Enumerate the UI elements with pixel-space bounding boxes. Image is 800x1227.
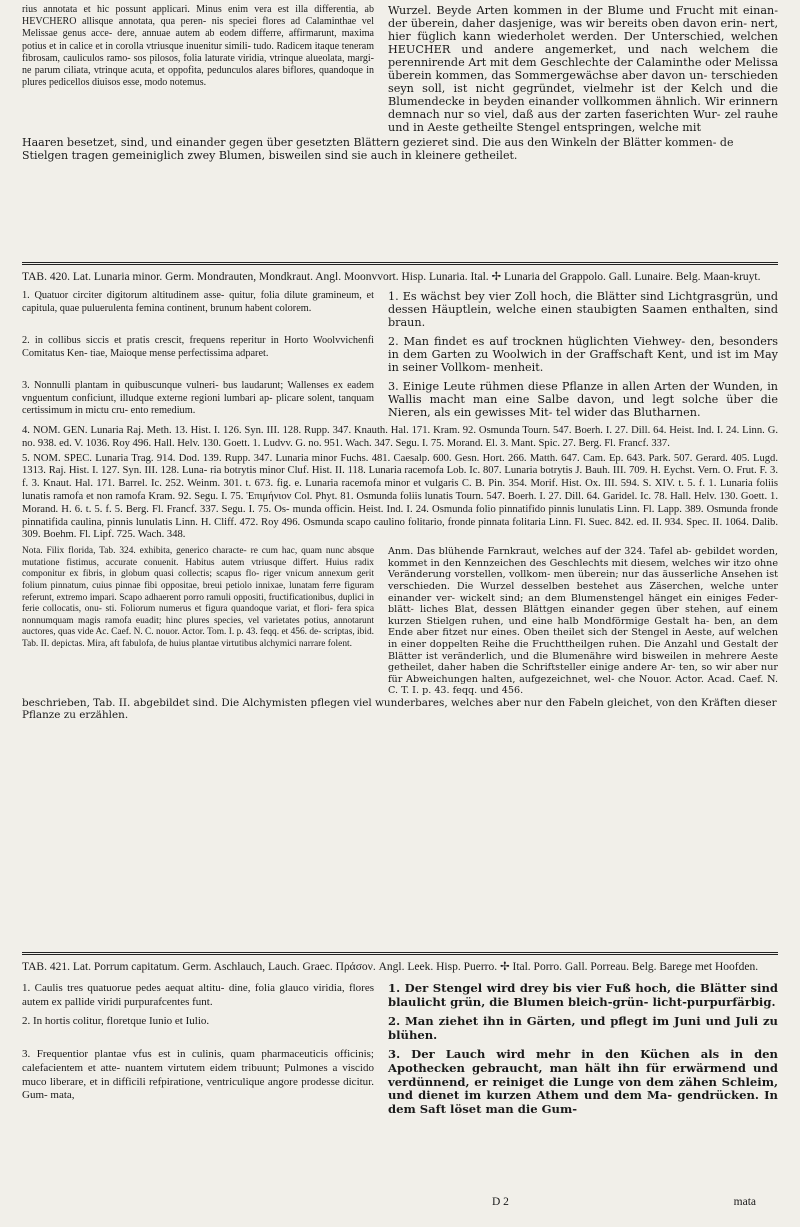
item-latin: 1. Caulis tres quatuorue pedes aequat altitu- dine, folia glauco viridia, flores autem ex pallide viridi purpurafcentes funt.: [22, 982, 374, 1008]
item-german: 1. Der Stengel wird drey bis vier Fuß hoch, die Blätter sind blaulicht grün, die Blumen bleich-grün- licht-purpurfärbig.: [388, 981, 778, 1009]
item-german: 3. Der Lauch wird mehr in den Küchen als in den Apothecken gebraucht, man hält ihn für erwärmend und verdünnend, er reiniget die Lunge von dem zähen Schleim, und dienet im kurzen Athem und dem Ma- gendrücken. In dem Saft löset man die Gum-: [388, 1047, 778, 1116]
tab-420-item-2: [22, 335, 778, 374]
item-latin: 2. In hortis colitur, floretque Iunio et Iulio.: [22, 1015, 210, 1028]
tab-420-item-3: [22, 380, 778, 419]
item-german: 2. Man findet es auf trocknen hüglichten Viehwey- den, besonders in dem Garten zu Woolwich in der Graffschaft Kent, und ist im May in seiner Vollkom- menheit.: [388, 335, 778, 374]
section-divider: [22, 262, 778, 265]
item-latin: 3. Nonnulli plantam in quibuscunque vulneri- bus laudarunt; Wallenses ex eadem vnguentum conficiunt, illudque externe regioni lumbari ap- plicare solent, tanquam certissimum in mictu cru- ento remedium.: [22, 380, 374, 417]
item-latin: 3. Frequentior plantae vfus est in culinis, quam pharmaceuticis officinis; calefacientem et atte- nuantem virtutem eidem tribuunt; Pulmones a viscido muco liberare, et in difficili refpiratione, ventriculique angore prodesse dicitur. Gum- mata,: [22, 1048, 374, 1102]
german-continuation-full: Haaren besetzet, sind, und einander gegen über gesetzten Blättern gezieret sind. Die aus den Winkeln der Blätter kommen- de Stielgen tragen gemeiniglich zwey Blumen, bisweilen sind sie auch in kleinere getheilet.: [22, 136, 734, 162]
item-german: 1. Es wächst bey vier Zoll hoch, die Blätter sind Lichtgrasgrün, und dessen Häuptlein, welche einen staubigten Saamen enthalten, sind braun.: [388, 290, 778, 329]
nota-section: [22, 546, 778, 697]
item-german: 2. Man ziehet ihn in Gärten, und pflegt im Juni und Juli zu blühen.: [388, 1014, 778, 1042]
tab-420-item-1: [22, 290, 778, 329]
tab-421-item-2: [22, 1015, 778, 1042]
item-latin: 1. Quatuor circiter digitorum altitudinem asse- quitur, folia dilute gramineum, et capitula, quae puluerulenta femina continent, brunum habent colorem.: [22, 290, 374, 314]
tab-420-heading: TAB. 420. Lat. Lunaria minor. Germ. Mondrauten, Mondkraut. Angl. Moonvvort. Hisp. Lunaria. Ital. ✢ Lunaria del Grappolo. Gall. Lunaire. Belg. Maan-kruyt.: [22, 271, 761, 283]
section-divider: [22, 952, 778, 955]
tab-421-item-1: [22, 982, 778, 1009]
item-latin: 2. in collibus siccis et pratis crescit, frequens reperitur in Horto Woolvvichenfi Comitatus Ken- tiae, Maioque mense perfectissima adparet.: [22, 335, 374, 359]
catchword: mata: [733, 1196, 756, 1208]
tab-420: [22, 270, 778, 722]
tab-421-item-3: [22, 1048, 778, 1116]
item-german: 3. Einige Leute rühmen diese Pflanze in allen Arten der Wunden, in Wallis macht man eine Salbe davon, und legt solche über die Nieren, als ein gewisses Mit- tel wider das Blutharnen.: [388, 380, 778, 419]
nom-spec: 5. NOM. SPEC. Lunaria Trag. 914. Dod. 139. Rupp. 347. Lunaria minor Fuchs. 481. Caesalp. 600. Gesn. Hort. 266. Matth. 647. Cam. Ep. 643. Park. 507. Gerard. 405. Lugd. 1313. Raj. Hist. I. 127. Syn. III. 128. Luna- ria botrytis minor Cluf. Hist. II. 118. Lunaria racemofa Lob. Ic. 807. Lunaria botrytis J. Bauh. III. 709. H. Eychst. Vern. O. Frut. F. 3. f. 3. Knaut. Hal. 171. Barrel. Ic. 252. Weinm. 301. t. 673. fig. e. Lunaria racemofa minor et vulgaris C. B. Pin. 354. Morif. Hist. Ox. III. 594. S. XIV. t. 5. f. 1. Lunaria foliis lunatis ramofa et non ramofa Kram. 92. Segu. I. 75. Ἐπιμήνιον Col. Phyt. 81. Osmunda foliis lunatis Tourn. 547. Boerh. I. 27. Dill. 64. Garidel. Ic. 78. Hall. Helv. 130. Goett. 1. Morand. H. 6. t. 5. f. 5. Berg. Fl. Francf. 337. Segu. I. 75. Os- munda officin. Heist. Ind. I. 24. Osmunda folio pinnatifido pinnis lunulatis Linn. Fl. Lapp. 389. Osmunda fronde pinnatifida caulina, pinnis lunulatis Linn. H. Cliff. 472. Roy 496. Osmunda scapo caulino folitario, fronde pinnata folitaria Linn. Fl. Suec. 842. ed. II. 934. Spec. II. 1064. Dalib. 309. Boehm. Fl. Lipf. 725. Wach. 348.: [22, 452, 778, 541]
latin-continuation: rius annotata et hic possunt applicari. Minus enim vera est illa differentia, ab HEVCHERO allisque annotata, qua peren- nis speciei flores ad Calaminthae vel Melissae genus acce- dere, annuae autem ab eodem differre, affirmarunt, maxima potius et in calice et in corolla vtriusque inuenitur simili- tudo. Radicem itaque teneram fibrosam, cauliculos ramo- sos pilosos, folia laturate viridia, vtrinque alueolata, margi- ne parum ciliata, vtrinque acuta, et oppofita, pedunculos alares biflores, quandoque in plures pedicellos diuisos esse, modo notemus.: [22, 4, 374, 89]
tab-421-heading: TAB. 421. Lat. Porrum capitatum. Germ. Aschlauch, Lauch. Graec. Πράσον. Angl. Leek. Hisp. Puerro. ✢ Ital. Porro. Gall. Porreau. Belg. Barege met Hoofden.: [22, 961, 759, 973]
top-section: [22, 4, 778, 162]
nota-german-full: beschrieben, Tab. II. abgebildet sind. Die Alchymisten pflegen viel wunderbares, welches aber nur den Fabeln gleichet, von den Kräften dieser Pflanze zu erzählen.: [22, 696, 777, 722]
nota-latin: Nota. Filix florida, Tab. 324. exhibita, generico characte- re cum hac, quam nunc absque mutatione fistimus, accurate conuenit. Habitus autem vtriusque differt. Huius radix componitur ex fibris, in globum quasi collectis; scapus flo- riger vnicum annexum gerit folium pinnatum, cuius pinnae fibi oppositae, breui petiolo innixae, lunatam ferre figuram referunt, extremo impari. Scapo adhaerent porro ramuli oppositi, fructificationibus, duplici in ferie collocatis, onu- sti. Foliorum numerus et figura quandoque variat, et flori- fera spica nonnumquam magis ramofa euadit; hinc plures species, vel varietates potius, annotarunt auctores, quas vide Ac. Caef. N. C. nouor. Actor. Tom. I. p. 43. feqq. et 456. de- scriptas, ibid. Tab. II. depictas. Mira, aft fabulofa, de huius plantae virtutibus alchymici narrare folent.: [22, 546, 374, 649]
nom-gen: 4. NOM. GEN. Lunaria Raj. Meth. 13. Hist. I. 126. Syn. III. 128. Rupp. 347. Knauth. Hal. 171. Kram. 92. Osmunda Tourn. 547. Boerh. I. 27. Dill. 64. Heist. Ind. I. 24. Linn. G. no. 938. ed. V. 1036. Roy 496. Hall. Helv. 130. Goett. 1. Ludvv. G. no. 951. Wach. 347. Segu. I. 75. Morand. El. 3. Mant. Spic. 27. Berg. Fl. Francf. 337.: [22, 425, 778, 449]
nota-german: Anm. Das blühende Farnkraut, welches auf der 324. Tafel ab- gebildet worden, kommet in den Kennzeichen des Geschlechts mit diesem, welches wir itzo ohne Veränderung vorstellen, vollkom- men überein; nur das äusserliche Ansehen ist verschieden. Die Wurzel desselben bestehet aus Zäserchen, welche unter einander ver- wickelt sind; an dem Blumenstengel hänget ein einiges Feder- blätt- liches Blat, dessen Blättgen einander gegen über stehen, auf einem kurzen Stielgen ruhen, und eine halb Mondförmige Gestalt ha- ben, an dem Ende aber fitzet nur eines. Oben theilet sich der Stengel in Aeste, auf welchen in einer doppelten Reihe die Fruchttheilgen ruhen. Die Anzahl und Gestalt der Blätter ist veränderlich, und die Blumenähre wird bisweilen in mehrere Aeste getheilet, daher haben die Schriftsteller einige andere Ar- ten, so wir aber nur für Abweichungen halten, aufgezeichnet, wel- che Nouor. Actor. Acad. Caef. N. C. T. I. p. 43. feqq. und 456.: [388, 546, 778, 697]
german-continuation: Wurzel. Beyde Arten kommen in der Blume und Frucht mit einan- der überein, daher dasjenige, was wir bereits oben davon erin- nert, hier füglich kann wiederholet werden. Der Unterschied, welchen HEUCHER und andere angemerket, und nach welchem die perennirende Art mit dem Geschlechte der Calaminthe oder Melissa überein kommen, das Sommergewächse aber davon un- terschieden seyn soll, ist nicht gegründet, vielmehr ist der Kelch und die Blumendecke in beyden einander vollkommen ähnlich. Wir erinnern demnach nur so viel, daß aus der zarten faserichten Wur- zel rauhe und in Aeste getheilte Stengel entspringen, welche mit: [388, 4, 778, 134]
tab-421: [22, 960, 778, 1122]
signature-mark: D 2: [492, 1196, 509, 1208]
